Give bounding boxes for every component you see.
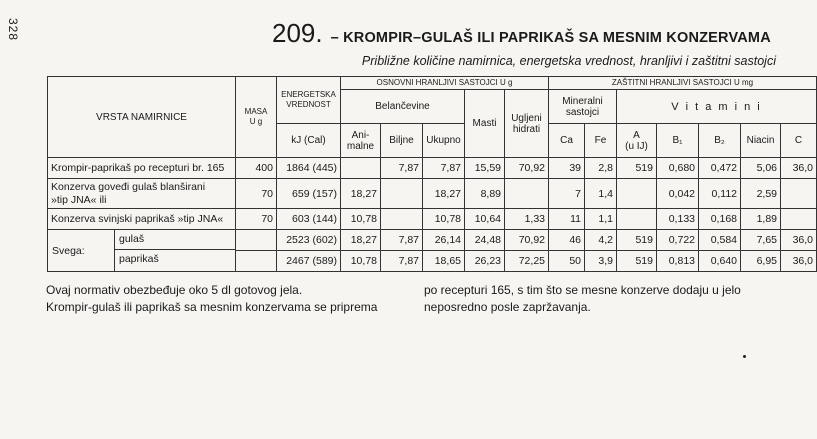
row-niacin: 1,89 — [741, 209, 781, 230]
row-masa: 70 — [236, 209, 277, 230]
header-mineralni-line1: Mineralni — [562, 95, 603, 107]
recipe-title — [272, 18, 792, 49]
row-masti: 15,59 — [465, 158, 505, 179]
row-b2: 0,472 — [699, 158, 741, 179]
row-kj: 659 — [292, 187, 310, 200]
total-ukupno: 26,14 — [423, 230, 465, 251]
header-mineralni-line2: sastojci — [565, 106, 600, 118]
total-masti: 26,23 — [465, 251, 505, 272]
total-energy — [277, 230, 341, 251]
row-name — [48, 179, 236, 209]
total-a: 519 — [617, 230, 657, 251]
row-cal: (157) — [312, 187, 337, 200]
row-masa: 70 — [236, 179, 277, 209]
row-fe: 1,4 — [585, 179, 617, 209]
table-row — [48, 179, 817, 209]
total-c: 36,0 — [781, 230, 817, 251]
header-c: C — [781, 124, 817, 158]
row-a: 519 — [617, 158, 657, 179]
header-zastitni: ZAŠTITNI HRANLJIVI SASTOJCI U mg — [549, 77, 817, 90]
row-ukupno: 18,27 — [423, 179, 465, 209]
header-biljne: Biljne — [381, 124, 423, 158]
header-ugljeni — [505, 90, 549, 158]
note-right-line2: neposredno posle zapržavanja. — [424, 300, 591, 314]
row-name: Krompir-paprikaš po recepturi br. 165 — [48, 158, 236, 179]
row-masti: 10,64 — [465, 209, 505, 230]
total-energy — [277, 251, 341, 272]
header-animalne — [341, 124, 381, 158]
row-kj: 603 — [292, 213, 310, 225]
total-ugljeni: 72,25 — [505, 251, 549, 272]
row-fe: 1,1 — [585, 209, 617, 230]
svega-cell — [48, 230, 236, 272]
row-b1: 0,133 — [657, 209, 699, 230]
header-b2: B₂ — [699, 124, 741, 158]
header-energy-line1: ENERGETSKA — [281, 90, 336, 99]
row-animalne — [341, 158, 381, 179]
row-kj: 1864 — [286, 162, 310, 174]
row-name-line1: Konzerva goveđi gulaš blanširani — [51, 180, 206, 193]
row-name-line2: »tip JNA« ili — [51, 193, 107, 206]
row-b2: 0,112 — [699, 179, 741, 209]
header-niacin: Niacin — [741, 124, 781, 158]
recipe-name: – KROMPIR–GULAŠ ILI PAPRIKAŠ SA MESNIM KONZERVAMA — [330, 30, 771, 46]
row-ca: 11 — [549, 209, 585, 230]
speck-dot — [743, 355, 746, 358]
row-c — [781, 209, 817, 230]
header-animalne-line1: Ani- — [351, 129, 370, 141]
row-ugljeni: 70,92 — [505, 158, 549, 179]
total-niacin: 6,95 — [741, 251, 781, 272]
row-animalne: 18,27 — [341, 179, 381, 209]
table-row — [48, 158, 817, 179]
total-animalne: 18,27 — [341, 230, 381, 251]
header-energy-unit: kJ (Cal) — [277, 124, 341, 158]
header-belancevine: Belančevine — [341, 90, 465, 124]
total-masti: 24,48 — [465, 230, 505, 251]
row-animalne: 10,78 — [341, 209, 381, 230]
header-masa — [236, 77, 277, 158]
total-ukupno: 18,65 — [423, 251, 465, 272]
total-masa — [236, 230, 277, 251]
total-kj: 2523 — [286, 234, 310, 246]
row-niacin: 2,59 — [741, 179, 781, 209]
total-row — [48, 230, 817, 251]
row-energy — [277, 209, 341, 230]
header-masa-line1: MASA — [244, 107, 268, 116]
row-ca: 7 — [549, 179, 585, 209]
total-b1: 0,722 — [657, 230, 699, 251]
note-right-line1: po recepturi 165, s tim što se mesne konzerve dodaju u jelo — [424, 283, 741, 297]
header-a-line1: A — [633, 129, 640, 141]
header-ukupno: Ukupno — [423, 124, 465, 158]
table-row — [48, 209, 817, 230]
header-masa-line2: U g — [249, 117, 263, 126]
row-b1: 0,042 — [657, 179, 699, 209]
total-kj: 2467 — [286, 255, 310, 267]
total-fe: 4,2 — [585, 230, 617, 251]
total-biljne: 7,87 — [381, 251, 423, 272]
total-biljne: 7,87 — [381, 230, 423, 251]
total-cal: (602) — [312, 234, 337, 246]
total-ca: 46 — [549, 230, 585, 251]
row-ukupno: 10,78 — [423, 209, 465, 230]
total-animalne: 10,78 — [341, 251, 381, 272]
total-label-paprikas: paprikaš — [119, 253, 159, 265]
total-ca: 50 — [549, 251, 585, 272]
row-ca: 39 — [549, 158, 585, 179]
total-c: 36,0 — [781, 251, 817, 272]
row-masti: 8,89 — [465, 179, 505, 209]
header-animalne-line2: malne — [346, 140, 375, 152]
table-subtitle: Približne količine namirnica, energetska vrednost, hranljivi i zaštitni sastojci — [361, 54, 776, 68]
page-number: 328 — [6, 18, 20, 42]
header-mineralni — [549, 90, 617, 124]
svega-label: Svega: — [48, 230, 115, 271]
total-label-gulas: gulaš — [115, 230, 235, 250]
header-energy-line2: VREDNOST — [286, 100, 331, 109]
header-ca: Ca — [549, 124, 585, 158]
row-a — [617, 209, 657, 230]
row-fe: 2,8 — [585, 158, 617, 179]
total-a: 519 — [617, 251, 657, 272]
row-b2: 0,168 — [699, 209, 741, 230]
row-cal: (144) — [312, 213, 337, 225]
row-ugljeni — [505, 179, 549, 209]
nutrition-table — [47, 76, 817, 272]
row-masa: 400 — [236, 158, 277, 179]
header-ugljeni-line2: hidrati — [512, 123, 541, 135]
recipe-number: 209. — [272, 18, 323, 48]
row-energy — [277, 158, 341, 179]
row-b1: 0,680 — [657, 158, 699, 179]
header-ugljeni-line1: Ugljeni — [511, 112, 542, 124]
total-b2: 0,640 — [699, 251, 741, 272]
row-cal: (445) — [312, 162, 337, 174]
total-ugljeni: 70,92 — [505, 230, 549, 251]
header-vitamini: V i t a m i n i — [617, 90, 817, 124]
row-energy — [277, 179, 341, 209]
row-c — [781, 179, 817, 209]
row-ugljeni: 1,33 — [505, 209, 549, 230]
total-niacin: 7,65 — [741, 230, 781, 251]
row-biljne — [381, 179, 423, 209]
total-b1: 0,813 — [657, 251, 699, 272]
note-left-line2: Krompir-gulaš ili paprikaš sa mesnim konzervama se priprema — [46, 300, 378, 314]
note-left-line1: Ovaj normativ obezbeđuje oko 5 dl gotovog jela. — [46, 283, 303, 297]
row-biljne — [381, 209, 423, 230]
header-energy — [277, 77, 341, 124]
total-cal: (589) — [312, 255, 337, 267]
header-vrsta: VRSTA NAMIRNICE — [48, 77, 236, 158]
row-c: 36,0 — [781, 158, 817, 179]
row-name: Konzerva svinjski paprikaš »tip JNA« — [48, 209, 236, 230]
row-ukupno: 7,87 — [423, 158, 465, 179]
header-a — [617, 124, 657, 158]
row-niacin: 5,06 — [741, 158, 781, 179]
header-b1: B₁ — [657, 124, 699, 158]
header-osnovni: OSNOVNI HRANLJIVI SASTOJCI U g — [341, 77, 549, 90]
total-b2: 0,584 — [699, 230, 741, 251]
row-a — [617, 179, 657, 209]
row-biljne: 7,87 — [381, 158, 423, 179]
header-masti: Masti — [465, 90, 505, 158]
header-a-line2: (u IJ) — [625, 140, 648, 152]
total-masa — [236, 251, 277, 272]
header-fe: Fe — [585, 124, 617, 158]
total-fe: 3,9 — [585, 251, 617, 272]
